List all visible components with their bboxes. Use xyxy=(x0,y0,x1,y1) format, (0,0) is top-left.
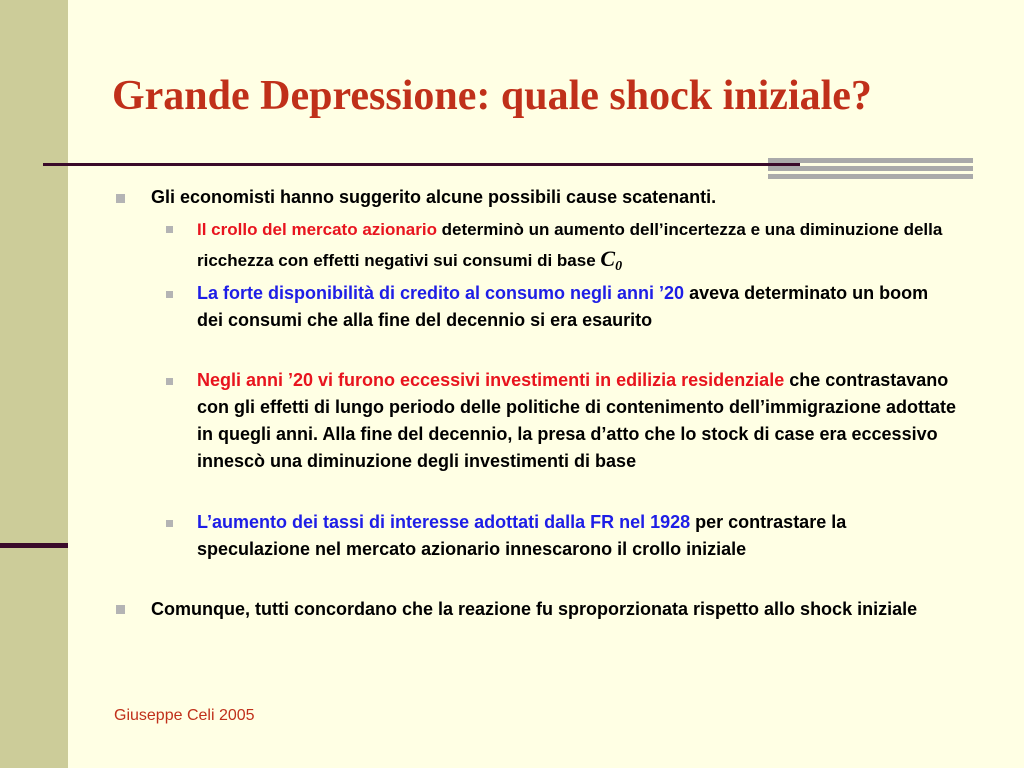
sub-bullet-3 xyxy=(197,367,957,475)
bullet-square-icon xyxy=(166,520,173,527)
bullet-intro-text: Gli economisti hanno suggerito alcune possibili cause scatenanti. xyxy=(151,187,717,207)
slide-footer: Giuseppe Celi 2005 xyxy=(114,707,255,724)
sub-bullet-2-highlight: La forte disponibilità di credito al consumo negli anni ’20 xyxy=(197,283,685,303)
sub-bullet-3-highlight: Negli anni ’20 vi furono eccessivi investimenti in edilizia residenziale xyxy=(197,370,785,390)
sub-bullet-4 xyxy=(197,509,917,563)
bullet-square-icon xyxy=(166,291,173,298)
bullet-conclusion-text: Comunque, tutti concordano che la reazione fu sproporzionata rispetto allo shock iniziale xyxy=(151,599,918,619)
sub-bullet-1-text: determinò un aumento dell’incertezza e una diminuzione della ricchezza con effetti negativi sui consumi di base xyxy=(197,220,943,270)
bullet-conclusion xyxy=(151,596,941,623)
bullet-intro xyxy=(151,184,951,211)
bullet-square-icon xyxy=(166,226,173,233)
sub-bullet-4-highlight: L’aumento dei tassi di interesse adottati dalla FR nel 1928 xyxy=(197,512,691,532)
sub-bullet-4-text: per contrastare la speculazione nel mercato azionario innescarono il crollo iniziale xyxy=(197,512,847,559)
bullet-square-icon xyxy=(116,605,125,614)
bullet-square-icon xyxy=(116,194,125,203)
slide-title: Grande Depressione: quale shock iniziale? xyxy=(112,73,872,119)
sub-bullet-1 xyxy=(197,215,957,281)
sub-bullet-2 xyxy=(197,280,937,334)
consumption-symbol: $C_0$ xyxy=(600,246,623,274)
sub-bullet-3-text: che contrastavano con gli effetti di lungo periodo delle politiche di contenimento dell’immigrazione adottate in quegli anni. Alla fine del decennio, la presa d’atto che lo stock di case era eccessivo innescò una diminuzione degli investimenti di base xyxy=(197,370,957,471)
sub-bullet-1-highlight: Il crollo del mercato azionario xyxy=(197,220,437,239)
bullet-square-icon xyxy=(166,378,173,385)
sub-bullet-2-text: aveva determinato un boom dei consumi che alla fine del decennio si era esaurito xyxy=(197,283,929,330)
